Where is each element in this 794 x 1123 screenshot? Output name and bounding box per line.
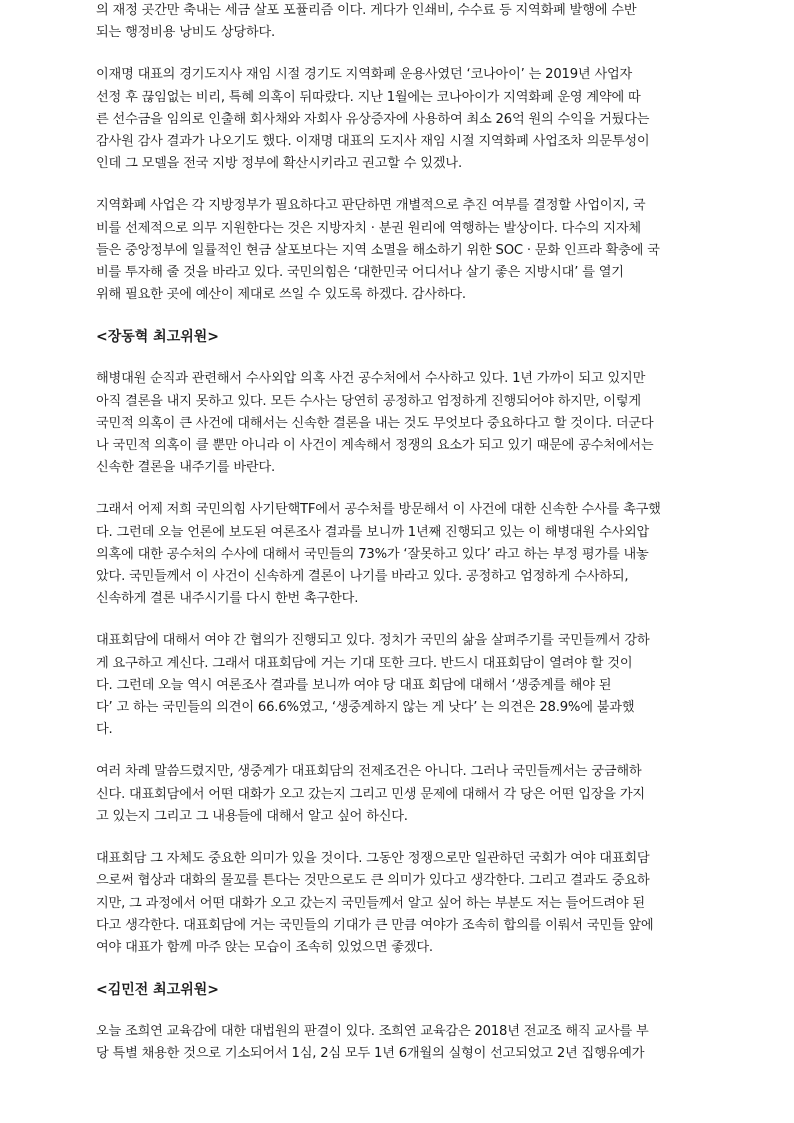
paragraph-4: 해병대원 순직과 관련해서 수사외압 의혹 사건 공수처에서 수사하고 있다. 1년 가까이 되고 있지만 아직 결론을 내지 못하고 있다. 모든 수사는 당연히 공정하고 엄정하게 진행되어야 하지만, 이렇게 국민적 의혹이 큰 사건에 대해서는 신속한 결론을 내는 것도 무엇보다 중요하다고 할 것이다. 더군다 나 국민적 의혹이 클 뿐만 아니라 이 사건이 계속해서 정쟁의 요소가 되고 있기 때문에 공수처에서는 신속한 결론을 내주기를 바란다. — [96, 371, 654, 476]
paragraph-2: 이재명 대표의 경기도지사 재임 시절 경기도 지역화폐 운용사였던 ‘코나아이’ 는 2019년 사업자 선정 후 끊임없는 비리, 특혜 의혹이 뒤따랐다. 지난 1월에는 코나아이가 지역화폐 운영 계약에 따 른 선수금을 임의로 인출해 회사채와 자회사 유상증자에 사용하여 최소 26억 원의 수익을 거뒀다는 감사원 감사 결과가 나오기도 했다. 이재명 대표의 도지사 재임 시절 지역화폐 사업조차 의문투성이 인데 그 모델을 전국 지방 정부에 확산시키라고 권고할 수 있겠나. — [96, 67, 650, 172]
paragraph-8: 대표회담 그 자체도 중요한 의미가 있을 것이다. 그동안 정쟁으로만 일관하던 국회가 여야 대표회담 으로써 협상과 대화의 물꼬를 튼다는 것만으로도 큰 의미가 있다고 생각한다. 그리고 결과도 중요하 지만, 그 과정에서 어떤 대화가 오고 갔는지 국민들께서 알고 싶어 하는 부분도 저는 들어드려야 된 다고 생각한다. 대표회담에 거는 국민들의 기대가 큰 만큼 여야가 조속히 합의를 이뤄서 국민들 앞에 여야 대표가 함께 마주 앉는 모습이 조속히 있었으면 좋겠다. — [96, 851, 654, 955]
document-page — [96, 0, 700, 1066]
paragraph-1: 의 재정 곳간만 축내는 세금 살포 포퓰리즘 이다. 게다가 인쇄비, 수수료 등 지역화폐 발행에 수반 되는 행정비용 낭비도 상당하다. — [96, 3, 637, 41]
section-heading-kim: <김민전 최고위원> — [96, 982, 220, 999]
section-heading-jang: <장동혁 최고위원> — [96, 329, 220, 346]
paragraph-5: 그래서 어제 저희 국민의힘 사기탄핵TF에서 공수처를 방문해서 이 사건에 대한 신속한 수사를 촉구했 다. 그런데 오늘 언론에 보도된 여론조사 결과를 보니까 1년째 진행되고 있는 이 해병대원 수사외압 의혹에 대한 공수처의 수사에 대해서 국민들의 73%가 ‘잘못하고 있다’ 라고 하는 부정 평가를 내놓 았다. 국민들께서 이 사건이 신속하게 결론이 나기를 바라고 있다. 공정하고 엄정하게 수사하되, 신속하게 결론 내주시기를 다시 한번 촉구한다. — [96, 502, 661, 607]
paragraph-9: 오늘 조희연 교육감에 대한 대법원의 판결이 있다. 조희연 교육감은 2018년 전교조 해직 교사를 부 당 특별 채용한 것으로 기소되어서 1심, 2심 모두 1년 6개월의 실형이 선고되었고 2년 집행유예가 — [96, 1024, 649, 1062]
paragraph-3: 지역화폐 사업은 각 지방정부가 필요하다고 판단하면 개별적으로 추진 여부를 결정할 사업이지, 국 비를 선제적으로 의무 지원한다는 것은 지방자치 · 분권 원리에 역행하는 발상이다. 다수의 지자체 들은 중앙정부에 일률적인 현금 살포보다는 지역 소멸을 해소하기 위한 SOC · 문화 인프라 확충에 국 비를 투자해 줄 것을 바라고 있다. 국민의힘은 ‘대한민국 어디서나 살기 좋은 지방시대’ 를 열기 위해 필요한 곳에 예산이 제대로 쓰일 수 있도록 하겠다. 감사하다. — [96, 198, 660, 303]
paragraph-7: 여러 차례 말씀드렸지만, 생중계가 대표회담의 전제조건은 아니다. 그러나 국민들께서는 궁금해하 신다. 대표회담에서 어떤 대화가 오고 갔는지 그리고 민생 문제에 대해서 각 당은 어떤 입장을 가지 고 있는지 그리고 그 내용들에 대해서 알고 싶어 하신다. — [96, 764, 645, 824]
paragraph-6: 대표회담에 대해서 여야 간 협의가 진행되고 있다. 정치가 국민의 삶을 살펴주기를 국민들께서 강하 게 요구하고 계신다. 그래서 대표회담에 거는 기대 또한 크다. 반드시 대표회담이 열려야 할 것이 다. 그런데 오늘 역시 여론조사 결과를 보니까 여야 당 대표 회담에 대해서 ‘생중계를 해야 된 다’ 고 하는 국민들의 의견이 66.6%였고, ‘생중계하지 않는 게 낫다’ 는 의견은 28.9%에 불과했 다. — [96, 633, 650, 738]
